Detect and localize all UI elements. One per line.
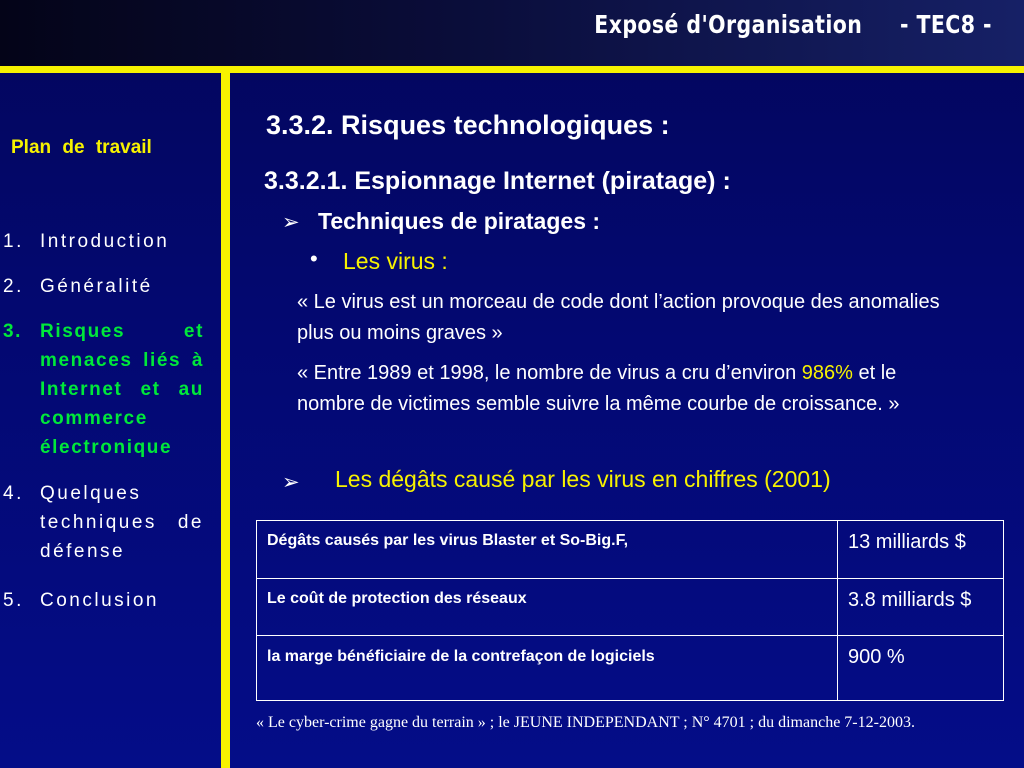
quote-text: « Le virus est un morceau de code dont l’action provoque des anomalies plus ou moins graves » (297, 291, 940, 344)
table-cell-label: la marge bénéficiaire de la contrefaçon de logiciels (257, 636, 838, 701)
sidebar-item-number: 4. (3, 483, 24, 504)
section-heading: 3.3.2. Risques technologiques : (266, 110, 670, 140)
sidebar (0, 73, 221, 768)
header-divider (0, 66, 1024, 73)
sidebar-item-number: 1. (3, 231, 24, 252)
sidebar-item-number: 5. (3, 590, 24, 611)
arrow-bullet-icon: ➢ (282, 211, 300, 234)
virus-bullet: Les virus : (343, 248, 448, 274)
table-cell-value: 13 milliards $ (838, 521, 1004, 579)
quote-text-end: et le nombre de victimes semble suivre la même courbe de croissance. » (297, 362, 900, 415)
table-cell-value: 900 % (838, 636, 1004, 701)
bullet-icon: • (310, 246, 318, 271)
subsection-heading: 3.3.2.1. Espionnage Internet (piratage) : (264, 167, 731, 195)
sidebar-divider (221, 73, 230, 768)
table-cell-label: Le coût de protection des réseaux (257, 579, 838, 636)
table-cell-value: 3.8 milliards $ (838, 579, 1004, 636)
sidebar-title: Plan de travail (11, 137, 152, 158)
virus-definition-quote (297, 287, 957, 349)
table-row (257, 636, 1004, 701)
presentation-title: Exposé d'Organisation - TEC8 - (594, 10, 992, 39)
arrow-bullet-icon: ➢ (282, 471, 300, 494)
sidebar-item-label: Quelques techniques de défense (40, 483, 204, 562)
sidebar-item-label: Conclusion (40, 590, 159, 611)
growth-percentage: 986% (801, 362, 853, 384)
header-bar (0, 0, 1024, 66)
sidebar-item-number: 2. (3, 276, 24, 297)
table-row (257, 521, 1004, 579)
techniques-heading: Techniques de piratages : (318, 208, 601, 234)
damage-table (256, 520, 1004, 701)
sidebar-item-label: Introduction (40, 231, 170, 252)
sidebar-item-number: 3. (3, 321, 23, 342)
sidebar-item-label: Risques et menaces liés à Internet et au commerce électronique (40, 321, 204, 458)
table-cell-label: Dégâts causés par les virus Blaster et So-Big.F, (257, 521, 838, 579)
damage-figures-heading: Les dégâts causé par les virus en chiffres (2001) (335, 466, 831, 492)
virus-growth-quote (297, 358, 957, 420)
sidebar-item-label: Généralité (40, 276, 153, 297)
table-row (257, 579, 1004, 636)
quote-text-start: « Entre 1989 et 1998, le nombre de virus a cru d’environ (297, 362, 797, 384)
source-citation: « Le cyber-crime gagne du terrain » ; le JEUNE INDEPENDANT ; N° 4701 ; du dimanche 7-12-2003. (256, 714, 915, 731)
